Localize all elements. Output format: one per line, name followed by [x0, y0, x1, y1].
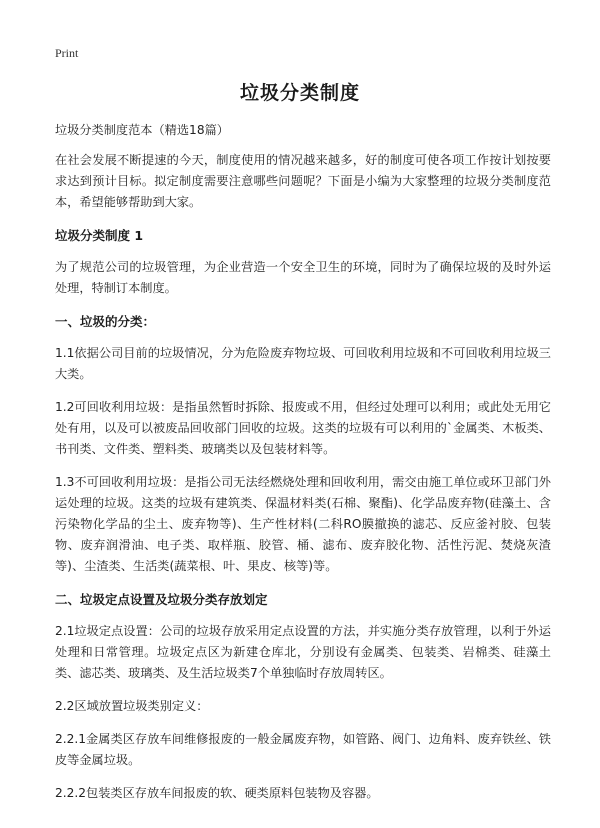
paragraph-2-1: 2.1垃圾定点设置：公司的垃圾存放采用定点设置的方法，并实施分类存放管理，以利于外运处理和日常管理。垃圾定点区为新建仓库北，分别设有金属类、包装类、岩棉类、硅藻土类、滤芯类、玻璃类、及生活垃圾类7个单独临时存放周转区。 [55, 624, 551, 680]
print-label[interactable]: Print [55, 46, 79, 60]
section-intro-paragraph: 为了规范公司的垃圾管理，为企业营造一个安全卫生的环境，同时为了确保垃圾的及时外运处理，特制订本制度。 [55, 260, 551, 295]
page-title: 垃圾分类制度 [239, 82, 360, 104]
intro-paragraph: 在社会发展不断提速的今天，制度使用的情况越来越多，好的制度可使各项工作按计划按要求达到预计目标。拟定制度需要注意哪些问题呢？下面是小编为大家整理的垃圾分类制度范本，希望能够帮助到大家。 [55, 153, 551, 209]
part-heading: 二、垃圾定点设置及垃圾分类存放划定 [55, 592, 268, 607]
section-heading: 垃圾分类制度 1 [55, 228, 144, 243]
paragraph-2-2: 2.2区域放置垃圾类别定义： [55, 699, 209, 713]
paragraph-1-3: 1.3不可回收利用垃圾：是指公司无法经燃烧处理和回收利用，需交由施工单位或环卫部门外运处理的垃圾。这类的垃圾有建筑类、保温材料类(石棉、聚酯)、化学品废弃物(硅藻土、含污染物化学品的尘土、废弃物等)、生产性材料(二科RO膜撤换的滤芯、反应釜衬胶、包装物、废弃润滑油、电子类、取样瓶、胶管、桶、滤布、废弃胶化物、活性污泥、焚烧灰渣等)、尘渣类、生活类(蔬菜根、叶、果皮、核等)等。 [55, 475, 551, 573]
paragraph-2-2-2: 2.2.2包装类区存放车间报废的软、硬类原料包装物及容器。 [55, 786, 379, 800]
document-body [55, 120, 551, 816]
paragraph-2-2-1: 2.2.1金属类区存放车间维修报废的一般金属废弃物，如管路、阀门、边角料、废弃铁丝、铁皮等金属垃圾。 [55, 732, 551, 767]
paragraph-1-1: 1.1依据公司目前的垃圾情况，分为危险废弃物垃圾、可回收利用垃圾和不可回收利用垃圾三大类。 [55, 346, 551, 381]
document-subtitle: 垃圾分类制度范本（精选18篇） [55, 123, 229, 137]
part-heading: 一、垃圾的分类： [55, 314, 156, 329]
paragraph-1-2: 1.2可回收利用垃圾：是指虽然暂时拆除、报废或不用，但经过处理可以利用；或此处无用它处有用，以及可以被废品回收部门回收的垃圾。这类的垃圾有可以利用的`金属类、木板类、书刊类、文件类、塑料类、玻璃类以及包装材料等。 [55, 400, 551, 456]
